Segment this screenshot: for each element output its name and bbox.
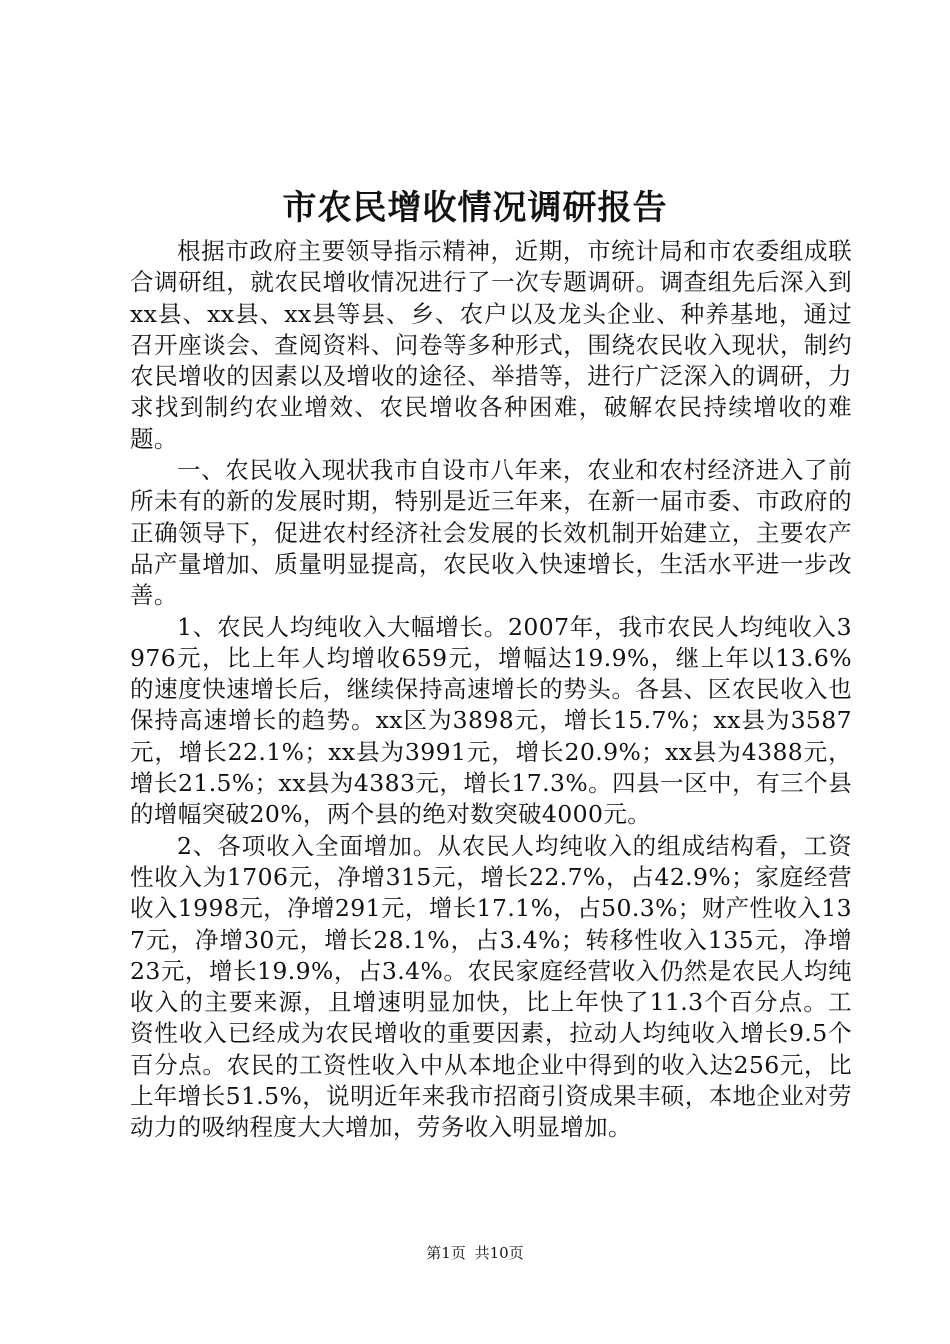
paragraph-item-2: 2、各项收入全面增加。从农民人均纯收入的组成结构看，工资性收入为1706元，净增315元，增长22.7%，占42.9%；家庭经营收入1998元，净增291元，增长17.1%，占50.3%；财产性收入137元，净增30元，增长28.1%，占3.4%；转移性收入135元，净增23元，增长19.9%，占3.4%。农民家庭经营收入仍然是农民人均纯收入的主要来源，且增速明显加快，比上年快了11.3个百分点。工资性收入已经成为农民增收的重要因素，拉动人均纯收入增长9.5个百分点。农民的工资性收入中从本地企业中得到的收入达256元，比上年增长51.5%，说明近年来我市招商引资成果丰硕，本地企业对劳动力的吸纳程度大大增加，劳务收入明显增加。 bbox=[130, 831, 852, 1142]
page-total: 共10页 bbox=[474, 1244, 524, 1262]
page-footer bbox=[0, 1243, 950, 1263]
document-body bbox=[130, 236, 852, 1144]
page-number: 第1页 bbox=[426, 1244, 466, 1262]
document-title: 市农民增收情况调研报告 bbox=[282, 188, 668, 228]
paragraph-intro: 根据市政府主要领导指示精神，近期，市统计局和市农委组成联合调研组，就农民增收情况进行了一次专题调研。调查组先后深入到xx县、xx县、xx县等县、乡、农户以及龙头企业、种养基地，通过召开座谈会、查阅资料、问卷等多种形式，围绕农民收入现状，制约农民增收的因素以及增收的途径、举措等，进行广泛深入的调研，力求找到制约农业增效、农民增收各种困难，破解农民持续增收的难题。 bbox=[130, 237, 852, 453]
paragraph-item-1: 1、农民人均纯收入大幅增长。2007年，我市农民人均纯收入3976元，比上年人均增收659元，增幅达19.9%，继上年以13.6%的速度快速增长后，继续保持高速增长的势头。各县、区农民收入也保持高速增长的趋势。xx区为3898元，增长15.7%；xx县为3587元，增长22.1%；xx县为3991元，增长20.9%；xx县为4388元，增长21.5%；xx县为4383元，增长17.3%。四县一区中，有三个县的增幅突破20%，两个县的绝对数突破4000元。 bbox=[130, 612, 852, 829]
paragraph-section-1: 一、农民收入现状我市自设市八年来，农业和农村经济进入了前所未有的新的发展时期，特别是近三年来，在新一届市委、市政府的正确领导下，促进农村经济社会发展的长效机制开始建立，主要农产品产量增加、质量明显提高，农民收入快速增长，生活水平进一步改善。 bbox=[130, 456, 852, 610]
